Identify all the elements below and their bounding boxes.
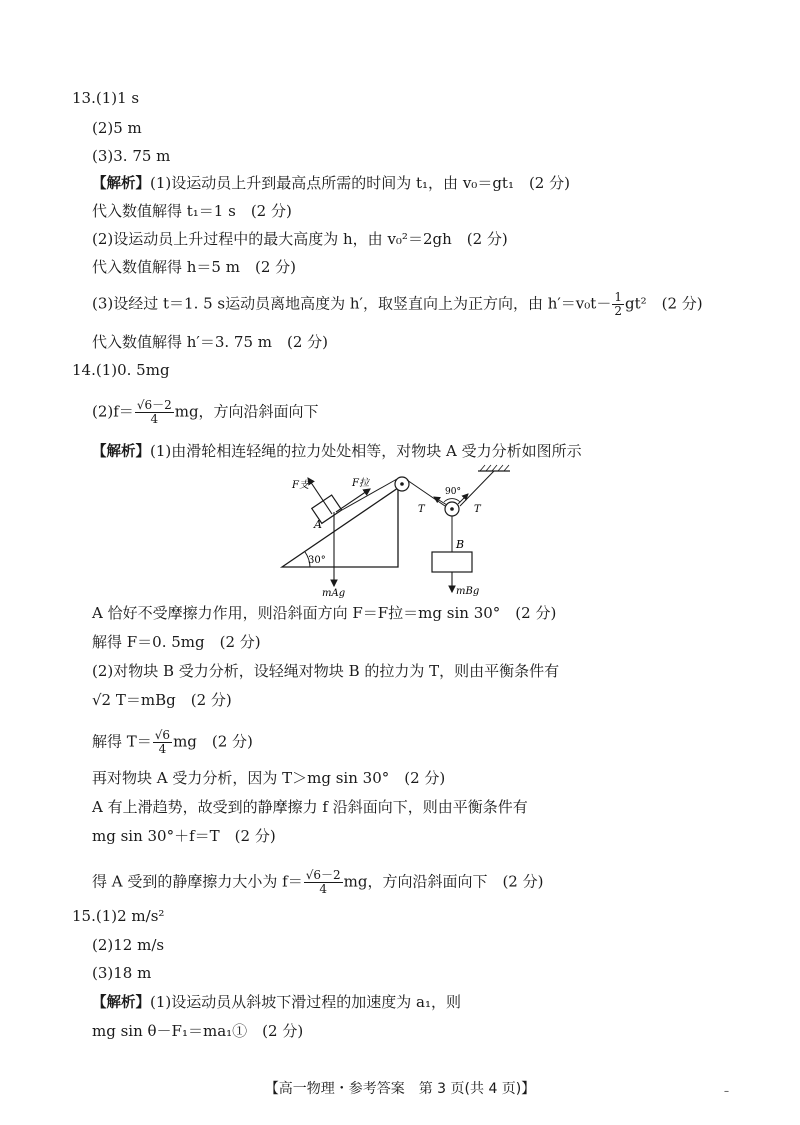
analysis-13-line-2: 代入数值解得 t₁＝1 s (2 分)	[92, 202, 292, 220]
rope-left	[407, 480, 445, 506]
analysis-13-line-4: 代入数值解得 h＝5 m (2 分)	[92, 258, 296, 276]
force-diagram	[270, 462, 530, 600]
support-force-label: F支	[292, 480, 309, 491]
answer-14-2	[92, 399, 319, 426]
analysis-text: (1)设运动员上升到最高点所需的时间为 t₁，由 v₀＝gt₁ (2 分)	[150, 174, 570, 192]
fraction-f-final: $\frac{√6-2}{4}$	[305, 868, 341, 896]
eq-part: mg，方向沿斜面向下	[174, 402, 319, 421]
analysis-14-line-1	[92, 441, 582, 462]
page-footer: 【高一物理・参考答案 第 3 页(共 4 页)】	[264, 1081, 536, 1097]
eq-part: mg，方向沿斜面向下 (2 分)	[343, 872, 544, 891]
analysis-14-line-2: A 恰好不受摩擦力作用，则沿斜面方向 F＝F拉＝mg sin 30° (2 分)	[92, 604, 557, 622]
rope-right	[460, 471, 494, 506]
eq-part: 得 A 受到的静摩擦力大小为 f＝	[92, 872, 303, 891]
block-b-label: B	[456, 538, 465, 551]
tension-right-label: T	[474, 504, 481, 515]
eq-part: gt² (2 分)	[624, 294, 703, 313]
analysis-15-line-2: mg sin θ－F₁＝ma₁① (2 分)	[92, 1022, 304, 1040]
block-b	[432, 552, 472, 572]
eq-part: (3)设经过 t＝1. 5 s运动员离地高度为 h′，取竖直向上为正方向，由 h′＝v₀t－	[92, 294, 612, 313]
answer-15-1: 15.(1)2 m/s²	[72, 907, 165, 925]
block-a-label: A	[314, 518, 322, 531]
analysis-tag: 【解析】	[92, 995, 150, 1011]
answer-14-1: 14.(1)0. 5mg	[72, 361, 170, 379]
angle-label: 30°	[308, 555, 326, 566]
pull-force-label: F拉	[352, 478, 369, 489]
weight-a-label: mAg	[322, 588, 346, 599]
answer-15-3: (3)18 m	[92, 964, 152, 982]
analysis-13-line-3: (2)设运动员上升过程中的最大高度为 h，由 v₀²＝2gh (2 分)	[92, 230, 508, 248]
answer-15-2: (2)12 m/s	[92, 936, 165, 954]
eq-part: 解得 T＝	[92, 732, 152, 751]
analysis-tag: 【解析】	[92, 176, 150, 192]
analysis-14-line-3: 解得 F＝0. 5mg (2 分)	[92, 633, 261, 651]
analysis-tag: 【解析】	[92, 444, 150, 460]
answer-13-2: (2)5 m	[92, 119, 142, 137]
fraction-half: $\frac{1}{2}$	[614, 290, 622, 318]
analysis-14-line-4: (2)对物块 B 受力分析，设轻绳对物块 B 的拉力为 T，则由平衡条件有	[92, 662, 560, 680]
fraction-t: $\frac{√6}{4}$	[154, 728, 171, 756]
analysis-15-line-1	[92, 992, 461, 1013]
analysis-13-line-6: 代入数值解得 h′＝3. 75 m (2 分)	[92, 333, 329, 351]
analysis-text: (1)由滑轮相连轻绳的拉力处处相等，对物块 A 受力分析如图所示	[150, 442, 582, 460]
eq-part: mg (2 分)	[173, 732, 253, 751]
analysis-14-line-9: mg sin 30°＋f＝T (2 分)	[92, 827, 276, 845]
pull-force-arrow	[336, 489, 370, 512]
answer-13-3: (3)3. 75 m	[92, 147, 171, 165]
incline	[282, 488, 398, 567]
analysis-14-line-8: A 有上滑趋势，故受到的静摩擦力 f 沿斜面向下，则由平衡条件有	[92, 798, 528, 816]
analysis-14-line-10	[92, 869, 543, 896]
analysis-14-line-7: 再对物块 A 受力分析，因为 T＞mg sin 30° (2 分)	[92, 769, 446, 787]
analysis-text: (1)设运动员从斜坡下滑过程的加速度为 a₁，则	[150, 993, 461, 1011]
tension-left-label: T	[418, 504, 425, 515]
analysis-13-line-1	[92, 173, 570, 194]
angle-top-label: 90°	[445, 487, 461, 497]
fraction-f: $\frac{√6-2}{4}$	[136, 398, 172, 426]
weight-b-label: mBg	[456, 586, 480, 597]
answer-13-1: 13.(1)1 s	[72, 89, 140, 107]
analysis-14-line-6	[92, 729, 253, 756]
analysis-14-line-5: √2 T＝mBg (2 分)	[92, 691, 232, 709]
corner-mark: –	[724, 1086, 729, 1097]
eq-part: (2)f＝	[92, 402, 134, 421]
analysis-13-line-5	[92, 291, 703, 318]
